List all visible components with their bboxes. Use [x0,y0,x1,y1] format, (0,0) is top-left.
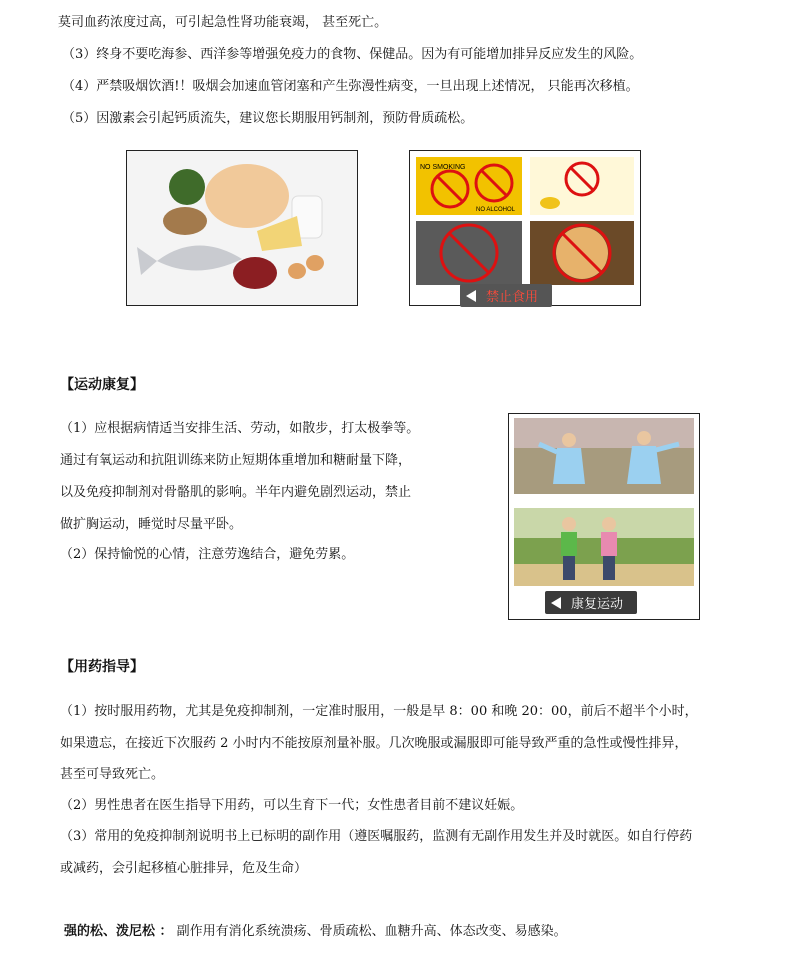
diet-line-3: （4）严禁吸烟饮酒!！吸烟会加速血管闭塞和产生弥漫性病变，一旦出现上述情况， 只能再次移植。 [62,79,639,94]
medication-heading: 【用药指导】 [60,659,144,675]
rehab-caption: 康复运动 [545,591,637,614]
no-alcohol-label: NO ALCOHOL [476,207,516,213]
exercise-heading: 【运动康复】 [60,377,144,393]
exercise-line-4: 做扩胸运动，睡觉时尽量平卧。 [60,517,243,532]
ban-food-caption: 禁止食用 [460,284,552,307]
exercise-line-3: 以及免疫抑制剂对骨骼肌的影响。半年内避免剧烈运动，禁止 [60,485,412,500]
drug-effects: 副作用有消化系统溃疡、骨质疏松、血糖升高、体态改变、易感染。 [176,924,567,939]
diet-line-4: （5）因激素会引起钙质流失，建议您长期服用钙制剂，预防骨质疏松。 [62,111,474,126]
medication-line-4: （2）男性患者在医生指导下用药，可以生育下一代；女性患者目前不建议妊娠。 [60,798,524,813]
drug-side-effects [64,923,567,941]
drug-name: 强的松、泼尼松 ： [64,924,173,939]
diet-line-1: 莫司血药浓度过高，可引起急性肾功能衰竭， 甚至死亡。 [58,15,388,30]
medication-line-2: 如果遗忘，在接近下次服药 2 小时内不能按原剂量补服。几次晚服或漏服即可能导致严重的急性或慢性排异， [60,736,688,751]
exercise-line-2: 通过有氧运动和抗阻训练来防止短期体重增加和糖耐量下降， [60,453,412,468]
rehab-exercise-image [508,413,700,620]
medication-line-5: （3）常用的免疫抑制剂说明书上已标明的副作用（遵医嘱服药，监测有无副作用发生并及时就医。如自行停药 [60,829,693,844]
diet-line-2: （3）终身不要吃海参、西洋参等增强免疫力的食物、保健品。因为有可能增加排异反应发生的风险。 [62,47,643,62]
no-smoking-label: NO SMOKING [420,164,466,171]
forbidden-items-image [409,150,641,306]
exercise-line-1: （1）应根据病情适当安排生活、劳动，如散步，打太极拳等。 [60,421,420,436]
medication-line-3: 甚至可导致死亡。 [60,767,165,782]
medication-line-6: 或减药，会引起移植心脏排异，危及生命） [60,861,308,876]
exercise-line-5: （2）保持愉悦的心情，注意劳逸结合，避免劳累。 [60,547,355,562]
healthy-food-image [126,150,358,306]
medication-line-1: （1）按时服用药物，尤其是免疫抑制剂，一定准时服用，一般是早 8：00 和晚 20：00，前后不超半个小时， [60,704,698,719]
